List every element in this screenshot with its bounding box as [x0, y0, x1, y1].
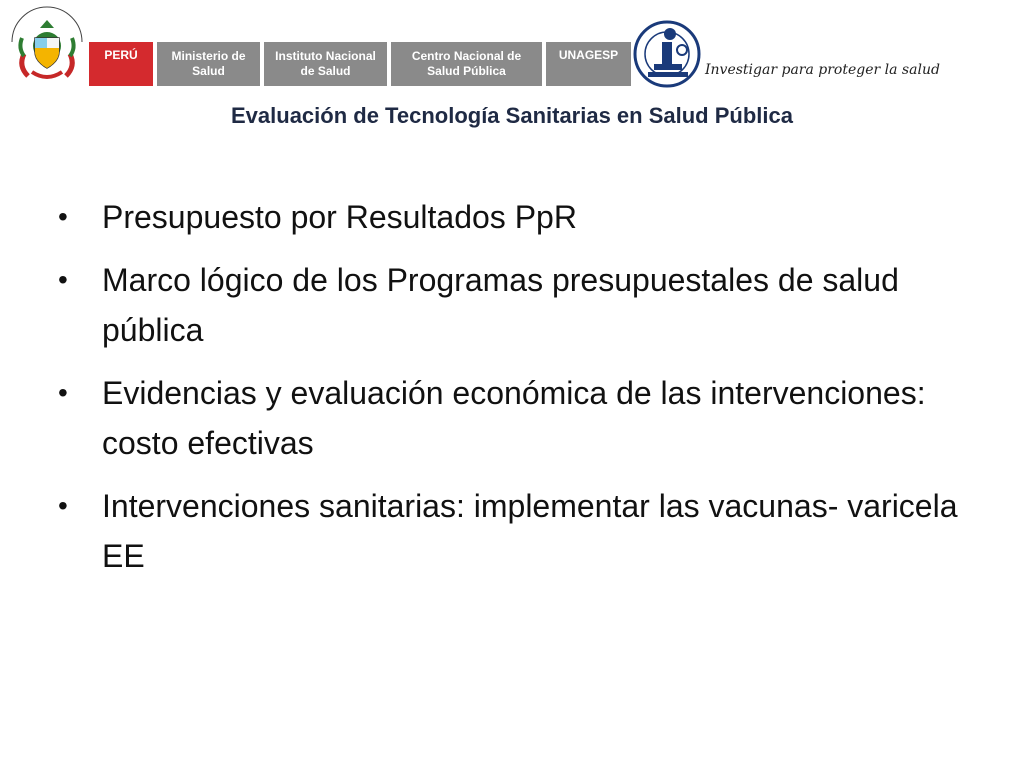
- ins-seal-icon: [632, 18, 702, 90]
- list-item: [58, 368, 978, 468]
- tab-ministerio-label: Ministerio de Salud: [171, 49, 246, 78]
- bullet-text: Marco lógico de los Programas presupuestales de salud pública: [102, 262, 899, 348]
- page-title: Evaluación de Tecnología Sanitarias en Salud Pública: [231, 103, 793, 128]
- bullet-text: Presupuesto por Resultados PpR: [102, 199, 577, 235]
- bullet-text: Evidencias y evaluación económica de las intervenciones: costo efectivas: [102, 375, 926, 461]
- tab-unagesp[interactable]: [545, 42, 631, 86]
- bullet-list: [58, 192, 978, 594]
- header-bar: [0, 0, 1024, 100]
- coat-of-arms-icon: [4, 2, 90, 94]
- tab-instituto-nacional[interactable]: [263, 42, 387, 86]
- tab-peru-label: PERÚ: [104, 48, 138, 62]
- list-item: [58, 192, 978, 242]
- bullet-text: Intervenciones sanitarias: implementar las vacunas- varicela EE: [102, 488, 958, 574]
- tab-instituto-label: Instituto Nacional de Salud: [275, 49, 376, 78]
- bullet-dot-icon: •: [58, 201, 68, 232]
- bullet-dot-icon: •: [58, 264, 68, 295]
- tab-centro-label: Centro Nacional de Salud Pública: [411, 49, 522, 78]
- bullet-dot-icon: •: [58, 377, 68, 408]
- list-item: [58, 255, 978, 355]
- list-item: [58, 481, 978, 581]
- tab-peru[interactable]: [89, 42, 153, 86]
- tab-ministerio-de-salud[interactable]: [156, 42, 260, 86]
- tab-centro-nacional[interactable]: [390, 42, 542, 86]
- tab-unagesp-label: UNAGESP: [558, 48, 619, 62]
- bullet-dot-icon: •: [58, 490, 68, 521]
- tagline: Investigar para proteger la salud: [705, 62, 940, 78]
